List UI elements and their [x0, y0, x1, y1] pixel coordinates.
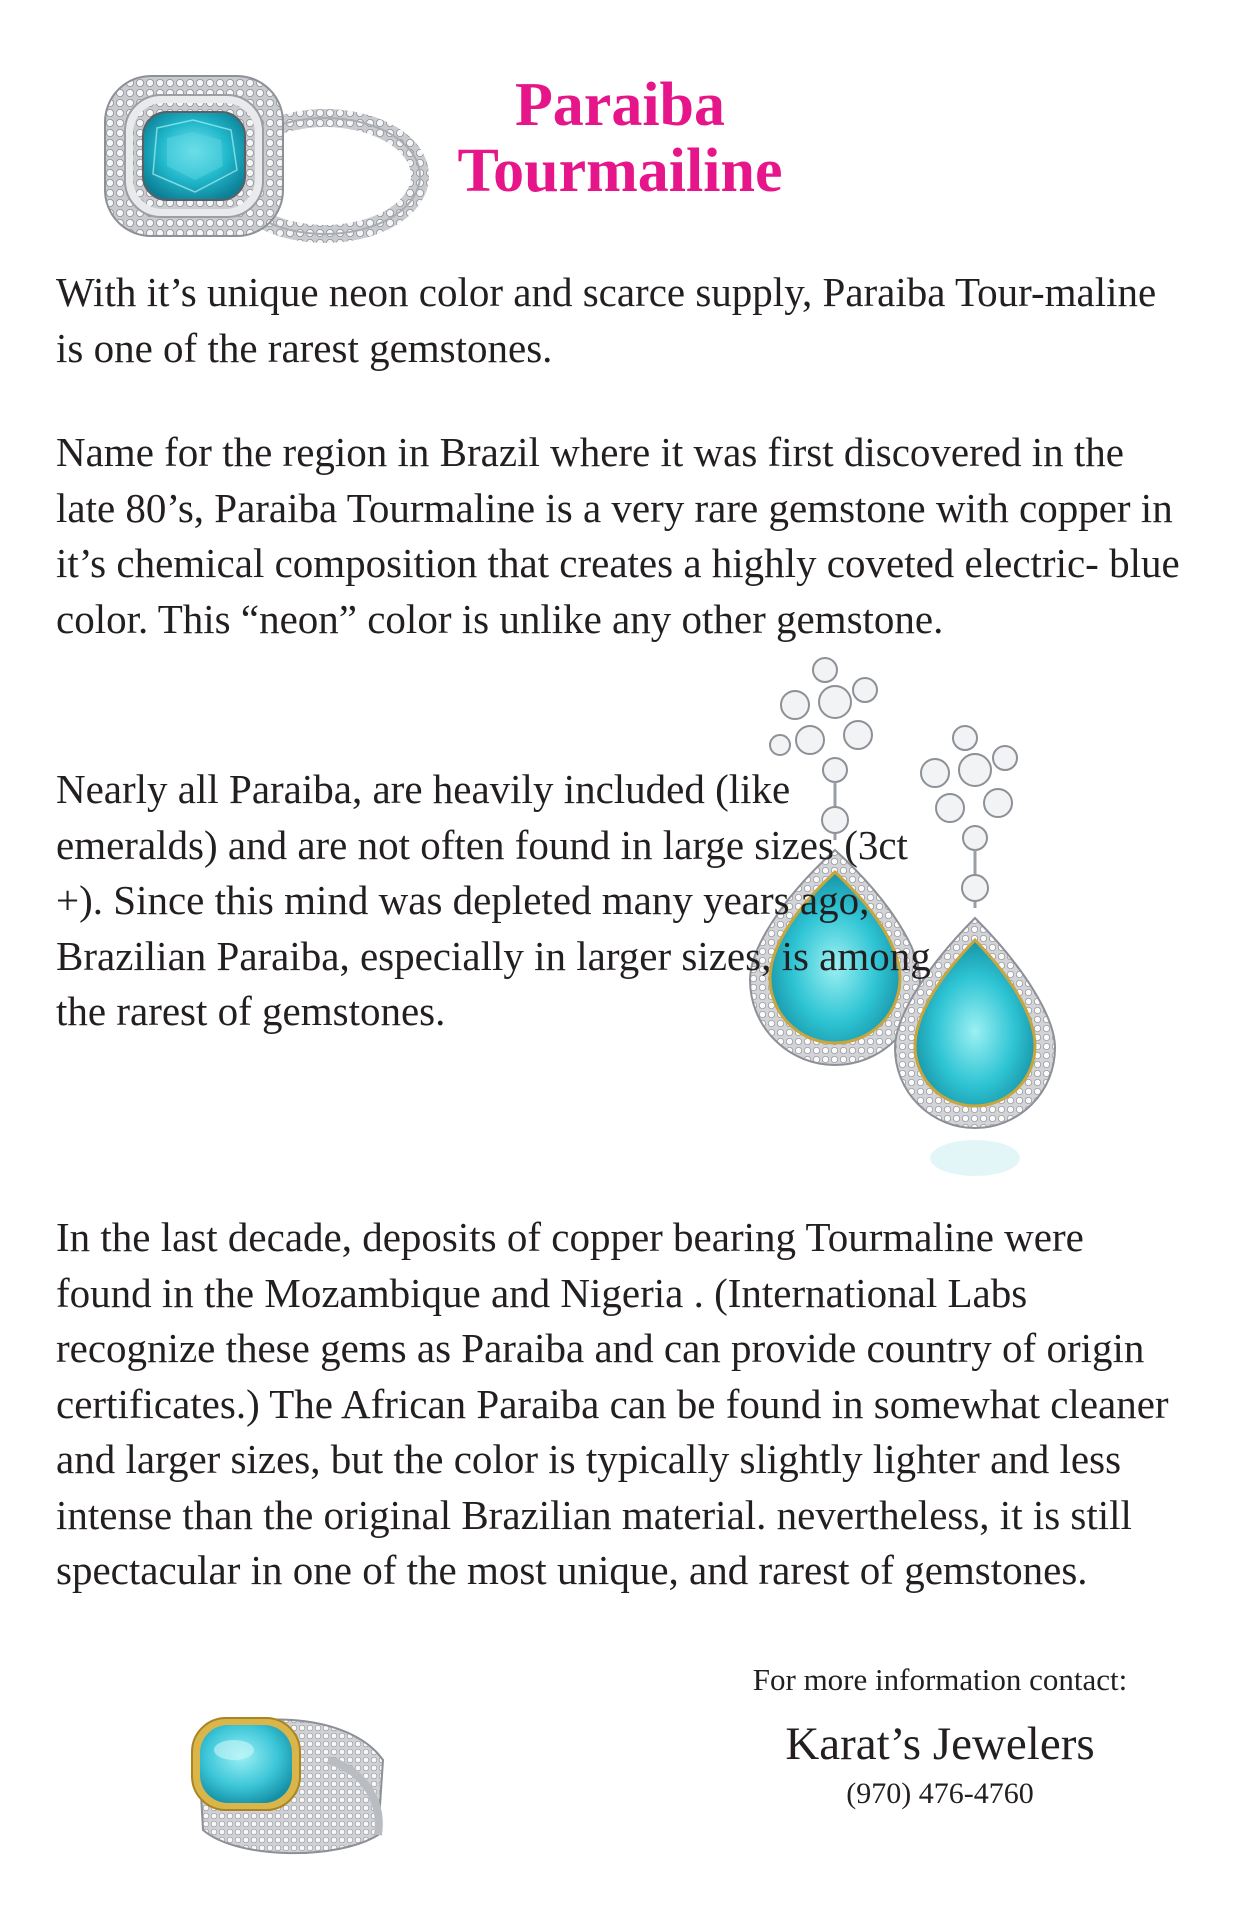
contact-block: [690, 1660, 1190, 1812]
title-line-1: Paraiba: [514, 71, 726, 139]
store-name: Karat’s Jewelers: [785, 1718, 1095, 1770]
phone-number: (970) 476-4760: [846, 1777, 1034, 1810]
cocktail-ring-icon: [178, 1700, 398, 1870]
page-title: [400, 72, 840, 204]
intro-paragraph: With it’s unique neon color and scarce supply, Paraiba Tour-maline is one of the rarest gemstones.: [56, 269, 1157, 371]
title-line-2: Tourmailine: [457, 137, 783, 205]
ring-icon: [95, 58, 430, 273]
african-paraiba-paragraph: In the last decade, deposits of copper bearing Tourmaline were found in the Mozambique and Nigeria . (International Labs recognize these gems as Paraiba and can provide country of origin certificates.) The African Paraiba can be found in somewhat cleaner and larger sizes, but the color is typically slightly lighter and less intense than the original Brazilian material. nevertheless, it is still spectacular in one of the most unique, and rarest of gemstones.: [56, 1214, 1169, 1593]
inclusions-paragraph: Nearly all Paraiba, are heavily included (like emeralds) and are not often found in large sizes (3ct +). Since this mind was depleted many years ago, Brazilian Paraiba, especially in larger sizes, is among the rarest of gemstones.: [56, 766, 931, 1034]
contact-label: For more information contact:: [752, 1662, 1128, 1697]
discovery-paragraph: Name for the region in Brazil where it was first discovered in the late 80’s, Paraiba Tourmaline is a very rare gemstone with copper in it’s chemical composition that creates a highly coveted electric- blue color. This “neon” color is unlike any other gemstone.: [56, 429, 1180, 642]
